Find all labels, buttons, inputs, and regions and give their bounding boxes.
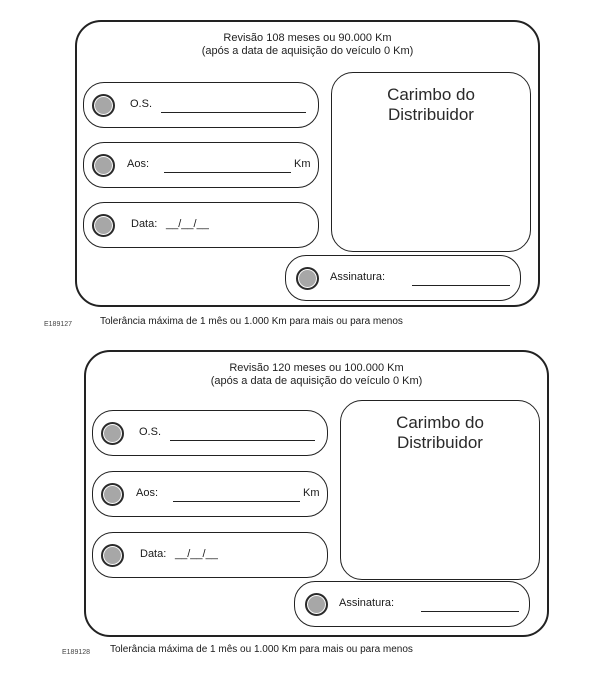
stamp-title	[332, 85, 530, 125]
check-circle-icon[interactable]	[92, 154, 115, 177]
date-field[interactable]	[83, 202, 319, 248]
aos-label: Aos:	[136, 487, 159, 499]
check-circle-icon[interactable]	[92, 214, 115, 237]
dealer-stamp-box	[331, 72, 531, 252]
revision-card-108	[75, 20, 540, 307]
km-line[interactable]	[164, 172, 291, 173]
stamp-title-line1: Carimbo do	[396, 413, 484, 432]
signature-field[interactable]	[285, 255, 521, 301]
stamp-title	[341, 413, 539, 453]
revision-card-120	[84, 350, 549, 637]
check-circle-icon[interactable]	[101, 483, 124, 506]
os-label: O.S.	[139, 426, 162, 438]
date-label: Data:	[131, 218, 158, 230]
signature-line[interactable]	[412, 285, 510, 286]
card-title	[77, 32, 538, 58]
card-title-line2: (após a data de aquisição do veículo 0 Km)	[201, 45, 414, 57]
check-circle-icon[interactable]	[101, 422, 124, 445]
km-line[interactable]	[173, 501, 300, 502]
tolerance-note: Tolerância máxima de 1 mês ou 1.000 Km para mais ou para menos	[110, 644, 413, 655]
km-field[interactable]	[83, 142, 319, 188]
km-unit-label: Km	[294, 158, 311, 170]
check-circle-icon[interactable]	[101, 544, 124, 567]
os-field[interactable]	[92, 410, 328, 456]
check-circle-icon[interactable]	[92, 94, 115, 117]
km-field[interactable]	[92, 471, 328, 517]
signature-line[interactable]	[421, 611, 519, 612]
card-title	[86, 362, 547, 388]
signature-label: Assinatura:	[339, 597, 395, 609]
os-label: O.S.	[130, 98, 153, 110]
signature-field[interactable]	[294, 581, 530, 627]
aos-label: Aos:	[127, 158, 150, 170]
stamp-title-line2: Distribuidor	[388, 105, 474, 124]
check-circle-icon[interactable]	[296, 267, 319, 290]
date-slot[interactable]: __/__/__	[166, 218, 209, 230]
stamp-title-line1: Carimbo do	[387, 85, 475, 104]
date-field[interactable]	[92, 532, 328, 578]
os-line[interactable]	[161, 112, 306, 113]
check-circle-icon[interactable]	[305, 593, 328, 616]
dealer-stamp-box	[340, 400, 540, 580]
km-unit-label: Km	[303, 487, 320, 499]
date-slot[interactable]: __/__/__	[175, 548, 218, 560]
stamp-title-line2: Distribuidor	[397, 433, 483, 452]
card-title-line1: Revisão 108 meses ou 90.000 Km	[223, 32, 392, 44]
card-title-line2: (após a data de aquisição do veículo 0 Km)	[210, 375, 423, 387]
tolerance-note: Tolerância máxima de 1 mês ou 1.000 Km para mais ou para menos	[100, 316, 403, 327]
os-line[interactable]	[170, 440, 315, 441]
figure-id: E189128	[62, 649, 91, 656]
date-label: Data:	[140, 548, 167, 560]
card-title-line1: Revisão 120 meses ou 100.000 Km	[229, 362, 404, 374]
figure-id: E189127	[44, 321, 73, 328]
os-field[interactable]	[83, 82, 319, 128]
signature-label: Assinatura:	[330, 271, 386, 283]
